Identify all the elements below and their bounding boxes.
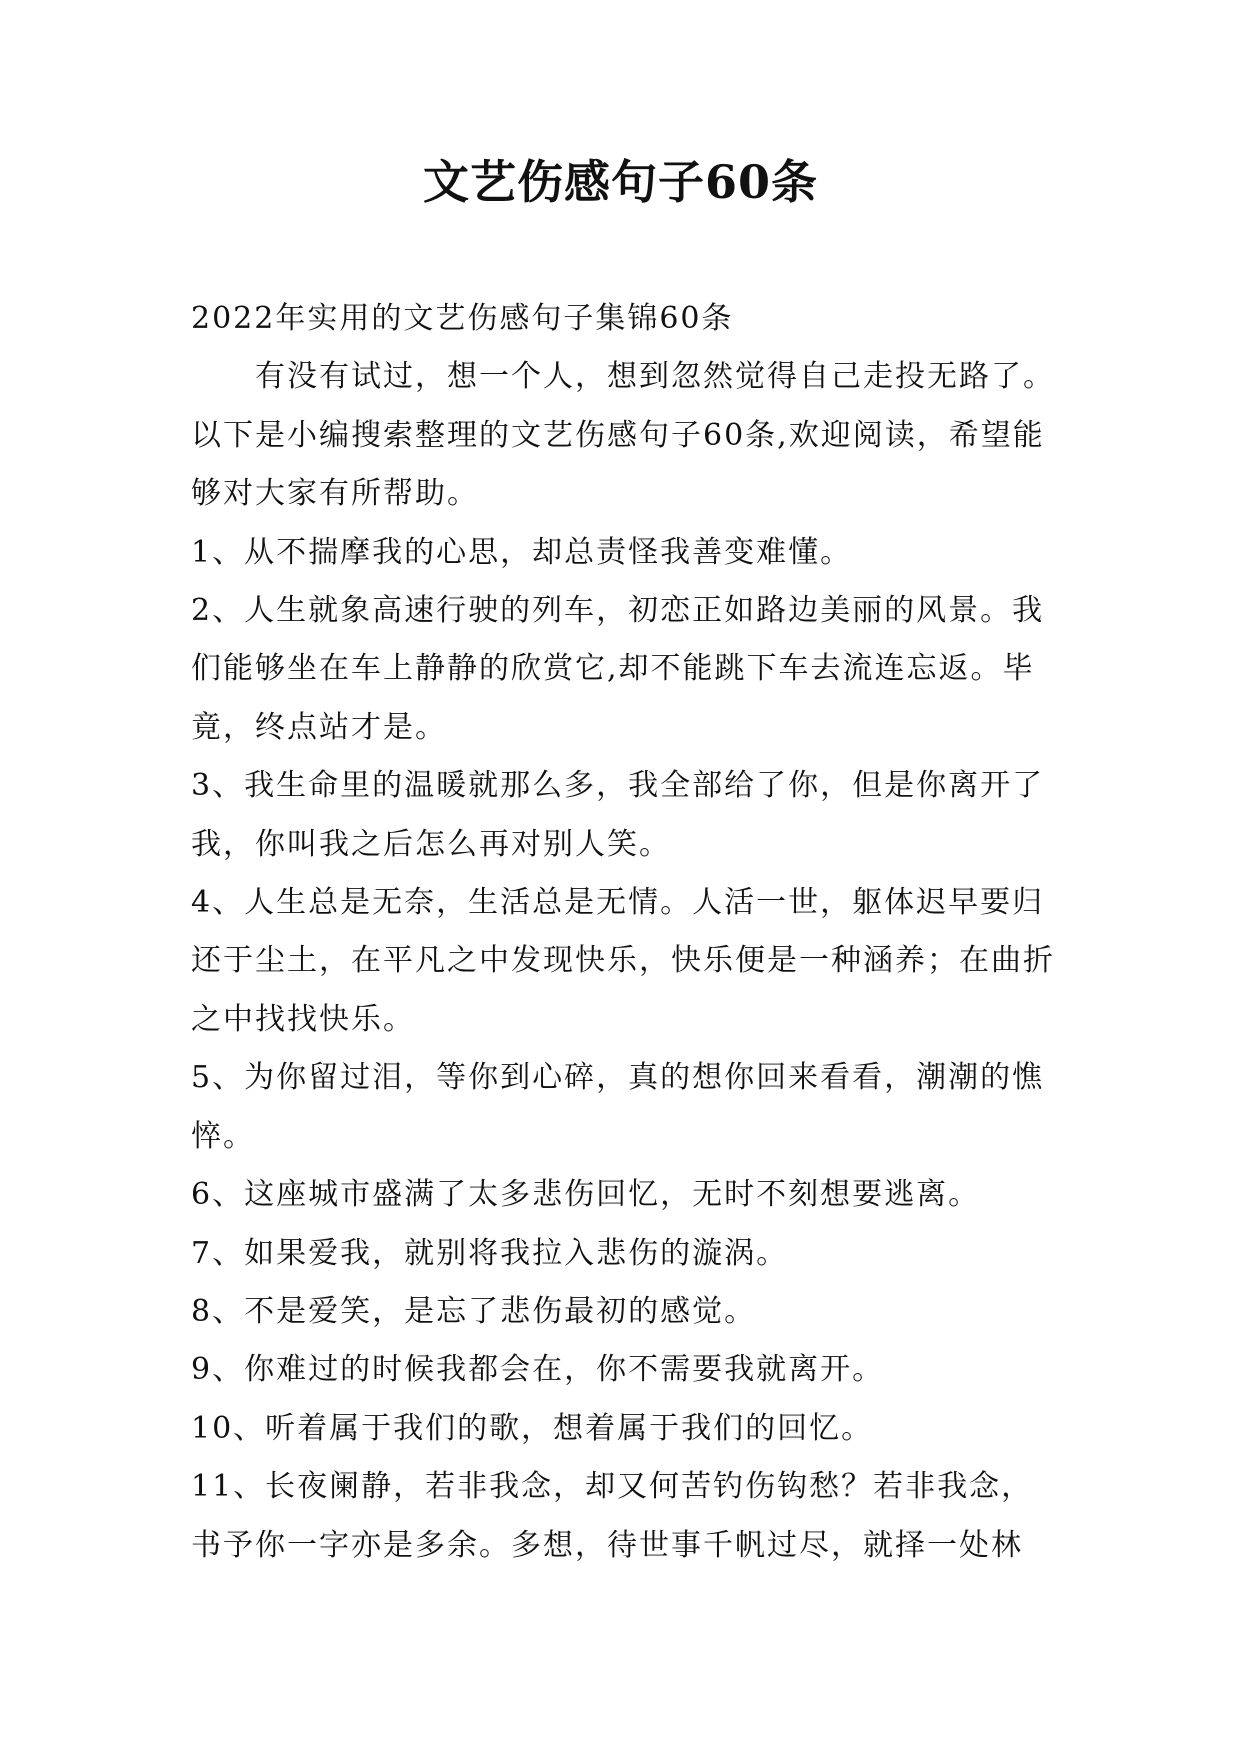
document-body bbox=[191, 290, 1061, 1575]
list-item: 4、人生总是无奈，生活总是无情。人活一世，躯体迟早要归还于尘土，在平凡之中发现快乐，快乐便是一种涵养；在曲折之中找找快乐。 bbox=[191, 885, 1055, 1037]
list-item: 3、我生命里的温暖就那么多，我全部给了你，但是你离开了我，你叫我之后怎么再对别人笑。 bbox=[191, 768, 1045, 862]
list-item: 2、人生就象高速行驶的列车，初恋正如路边美丽的风景。我们能够坐在车上静静的欣赏它,却不能跳下车去流连忘返。毕竟，终点站才是。 bbox=[191, 593, 1045, 745]
intro-paragraph: 有没有试过，想一个人，想到忽然觉得自己走投无路了。以下是小编搜索整理的文艺伤感句子60条,欢迎阅读，希望能够对大家有所帮助。 bbox=[191, 359, 1055, 512]
document-subtitle: 2022年实用的文艺伤感句子集锦60条 bbox=[191, 301, 734, 336]
list-item: 9、你难过的时候我都会在，你不需要我就离开。 bbox=[191, 1352, 885, 1388]
list-item: 10、听着属于我们的歌，想着属于我们的回忆。 bbox=[191, 1410, 874, 1446]
list-item: 8、不是爱笑，是忘了悲伤最初的感觉。 bbox=[191, 1293, 757, 1329]
document-title: 文艺伤感句子60条 bbox=[422, 155, 818, 209]
list-item: 1、从不揣摩我的心思，却总责怪我善变难懂。 bbox=[191, 534, 853, 570]
list-item: 7、如果爱我，就别将我拉入悲伤的漩涡。 bbox=[191, 1235, 789, 1271]
list-item: 5、为你留过泪，等你到心碎，真的想你回来看看，潮潮的憔悴。 bbox=[191, 1060, 1045, 1154]
list-item: 11、长夜阑静，若非我念，却又何苦钓伤钩愁？若非我念，书予你一字亦是多余。多想，待世事千帆过尽，就择一处林 bbox=[191, 1469, 1034, 1563]
list-item: 6、这座城市盛满了太多悲伤回忆，无时不刻想要逃离。 bbox=[191, 1177, 981, 1213]
